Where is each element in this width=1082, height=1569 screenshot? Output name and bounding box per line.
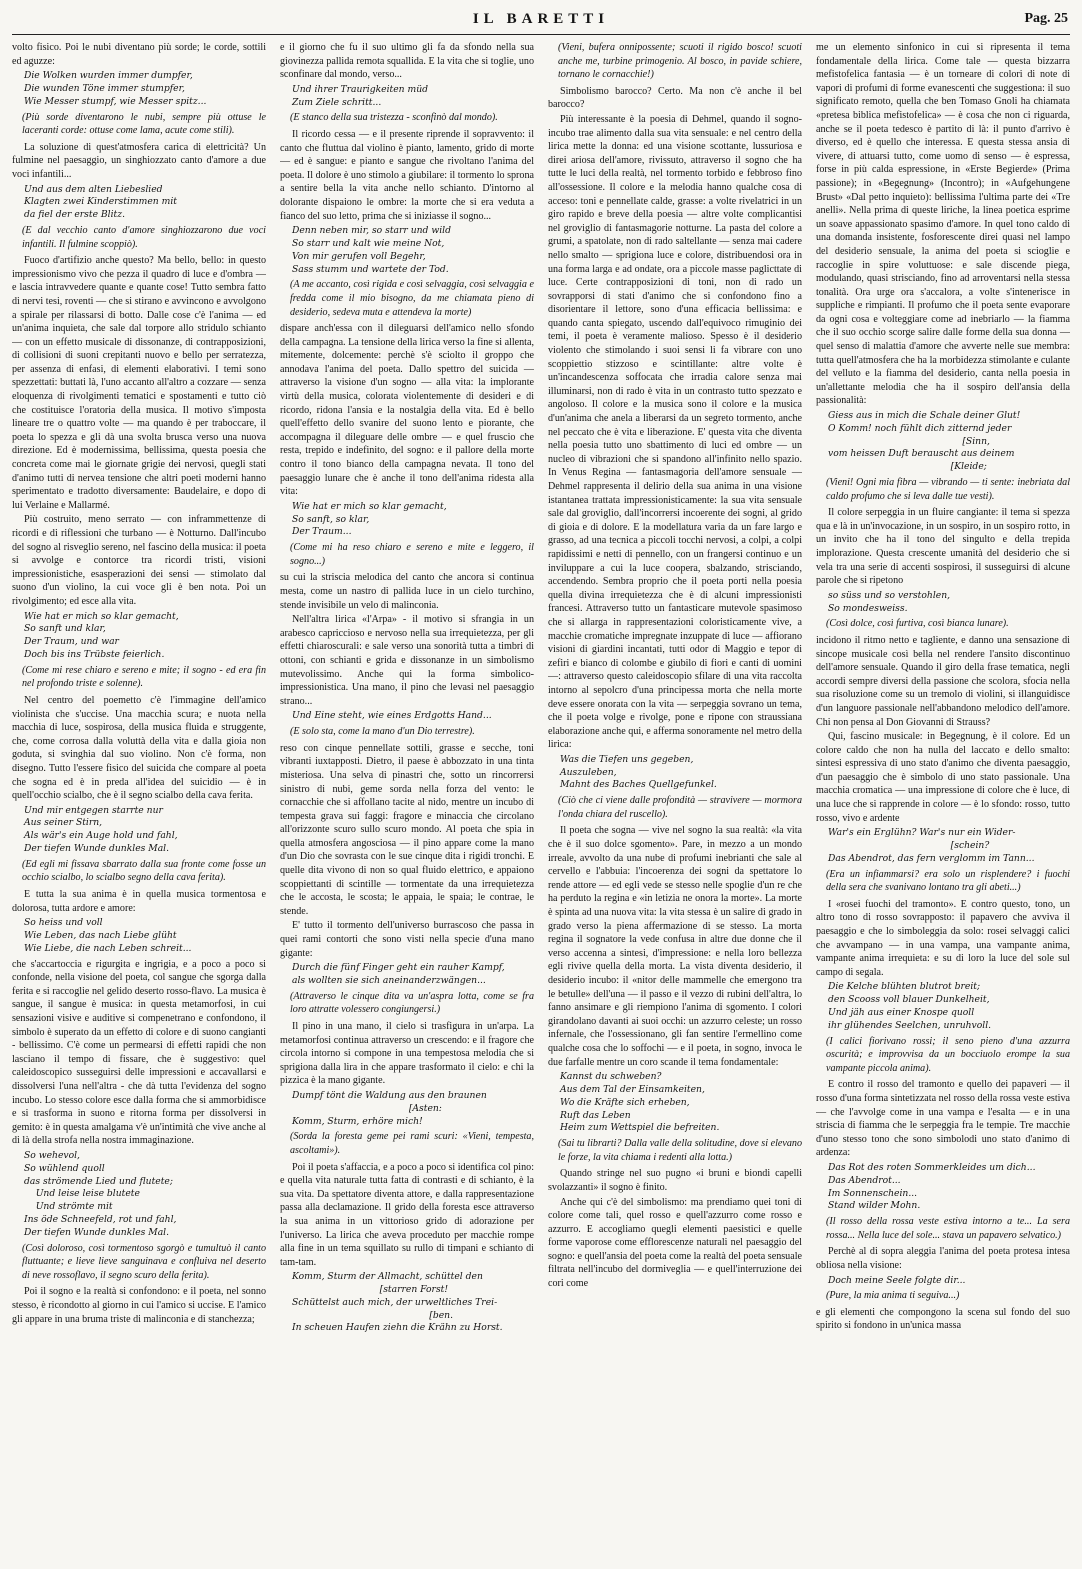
verse-line: das strömende Lied und flutete;: [24, 1175, 173, 1187]
body-paragraph: incidono il ritmo netto e tagliente, e danno una sensazione di sincope musicale così bella nel rendere l'ansito discontinuo dell'amore sensuale. Quando il giro della frase tematica, negli accordi sempre diversi della passione che scolora, sfocia nella sua risoluzione come su un tremolo di violini, si illanguidisce d'un languore passionale nell'abbandono melodico dell'amore. Chi non pensa al Don Giovanni di Strauss?: [816, 634, 1070, 728]
italian-translation: (E dal vecchio canto d'amore singhiozzarono due voci infantili. Il fulmine scoppiò).: [22, 224, 266, 250]
italian-translation: (E solo sta, come la mano d'un Dio terrestre).: [290, 726, 475, 738]
italian-translation: (Attraverso le cinque dita va un'aspra lotta, come se fra loro attratte volessero congiungersi.): [290, 990, 534, 1016]
verse-line: als wollten sie sich aneinanderzwängen...: [292, 975, 486, 987]
italian-translation: (Così dolce, così furtiva, così bianca lunare).: [826, 618, 1009, 630]
column-3: [548, 41, 802, 1569]
italian-translation: (Come mi ha reso chiaro e sereno e mite e leggero, il sogno...): [290, 542, 534, 567]
verse-line: ihr glühendes Seelchen, unruhvoll.: [828, 1019, 992, 1031]
verse-line: Sass stumm und wartete der Tod.: [292, 263, 449, 275]
verse-line: So sanft und klar,: [24, 623, 106, 635]
verse-line: [Asten:: [292, 1102, 442, 1114]
verse-line: [schein?: [828, 840, 990, 852]
verse-line: So mondesweiss.: [828, 602, 908, 614]
body-paragraph: E contro il rosso del tramonto e quello dei papaveri — il rosso d'una forma sintetizzata nel rosso della rossa veste estiva — che l'avvolge come in una vampa e l'esalta — e in una striscia di fiamma che le serpeggia fra le tempie. Tre macchie d'uno stesso tono che sono simbolodi uno stato d'animo di ardenza:: [816, 1079, 1070, 1159]
body-paragraph: Poi il sogno e la realtà si confondono: e il poeta, nel sonno stesso, è ricondotto al giorno in cui l'amico si uccise. E l'amico gli appare in una bruma triste di malinconia e di stanchezza;: [12, 1286, 266, 1325]
body-paragraph: Quando stringe nel suo pugno «i bruni e biondi capelli svolazzanti» il sogno è finito.: [548, 1168, 802, 1193]
verse-line: so süss und so verstohlen,: [828, 589, 951, 601]
italian-translation: (Vieni, bufera onnipossente; scuoti il rigido bosco! scuoti anche me, turbine primogenio. Al bosco, in pavide schiere, tornano le cornacchie!): [558, 42, 802, 81]
verse-line: Mahnt des Baches Quellgefunkel.: [560, 779, 717, 791]
german-verse-quote: [24, 611, 266, 662]
verse-line: Stand wilder Mohn.: [828, 1200, 921, 1212]
verse-line: Komm, Sturm, erhöre mich!: [292, 1115, 423, 1127]
verse-line: Denn neben mir, so starr und wild: [292, 225, 451, 237]
verse-line: Wie Leben, das nach Liebe glüht: [24, 930, 177, 942]
verse-line: [ben.: [292, 1309, 454, 1321]
verse-line: Das Abendrot...: [828, 1174, 901, 1186]
german-verse-quote: [292, 1271, 534, 1335]
italian-translation: (Pure, la mia anima ti seguiva...): [826, 1290, 960, 1302]
italian-translation: (I calici fiorivano rossi; il seno pieno d'una azzurra oscurità; e improvvisa da un bocciuolo erompe la sua vampante piccola anima).: [826, 1035, 1070, 1074]
verse-line: Doch bis ins Trübste feierlich.: [24, 648, 165, 660]
verse-line: Und strömte mit: [24, 1201, 113, 1213]
verse-line: Die wunden Töne immer stumpfer,: [24, 82, 185, 94]
verse-line: Das Abendrot, das fern verglomm im Tann...: [828, 852, 1035, 864]
column-1: [12, 41, 266, 1569]
verse-line: So heiss und voll: [24, 917, 103, 929]
verse-line: War's ein Erglühn? War's nur ein Wider-: [828, 827, 1016, 839]
verse-line: Als wär's ein Auge hold und fahl,: [24, 830, 178, 842]
body-paragraph: Fuoco d'artifizio anche questo? Ma bello, bello: in questo impressionismo vivo che pezza il quadro di luce e d'ombra — e lascia intravvedere quante e quante cose! Tutto sembra fatto di nervi tesi, roventi — che si stirano e avvincono e avvolgono a spirale per rilassarsi di botto. Dalle cose c'è l'anima — ed un'anima inquieta, che sale dal torpore allo stridulo schianto — con un effetto musicale di dissonanze, di contrapposizioni, di collisioni di suoni crepitanti nuovo e bello per serratezza, per assenza di enfasi, di elementi elaborativi. I temi sono spezzettati: buttati là, l'uno accanto all'altro a cozzare — senza eloquenza di rivolgimenti tematici e spostamenti e tutto ciò che costituisce l'oratoria della musica. Il motivo s'imposta lineare tre o quattro volte — ma quando è per traboccare, il poeta lo spezza e gli dà una svolta brusca verso una nuova direzione. Ed è modernissima, bellissima, questa poesia che concreta come mai le giornate grigie dei nervosi, quegli stati d'animo tutti di nervea tensione che altri poeti moderni hanno sperimentato e tradotto diversamente: Baudelaire, e dopo di lui Verlaine e Mallarmé.: [12, 255, 266, 511]
verse-line: vom heissen Duft berauscht aus deinem: [828, 448, 1015, 460]
body-paragraph: I «rosei fuochi del tramonto». E contro questo, tono, un altro tono di rosso sovrapposto: il papavero che avviva il paesaggio e che lo simboleggia da solo: rosei selvaggi calici che avvampano — in una vampa, una vampante anima, vampante anima irrequieta: e su di loro la luce del sole sul campo di segala.: [816, 898, 1070, 978]
body-paragraph: reso con cinque pennellate sottili, grasse e secche, toni vibranti iuxtapposti. Dietro, il paese è abbozzato in una tinta misteriosa. Una selva di pinastri che, sotto un rincorrersi sinistro di nubi, geme sorda nella forza del vento: le cornacchie che si affollano tacite al nido, mentre un incubo di tempesta grava sui faggi: fragore e minaccia che circolano all'orizzonte scuro sullo scuro mondo. Al poeta che spia in quella atmosfera angosciosa — il pino appare come la mano d'un Dio che sovrasta con le sue cinque dita i rigidi tronchi. E quelle dita vivono di non so qual fluido elettrico, e appaiono scoppiettanti di scintille — tormentate da una irrequietezza che le accosta, le scosta; le appaia, le spaia; le contrae, le stende.: [280, 742, 534, 917]
body-paragraph: Più costruito, meno serrato — con inframmettenze di ricordi e di riflessioni che turbano — è Notturno. Dall'incubo del sogno al risveglio sereno, nel fascino della musica: il poeta si avvolge e contorce tra ricordi tristi, visioni impressionistiche, esasperazioni dei sensi — stimolato dal suono d'un violino, la cui voce gli è ben nota. Poi un rivolgimento; ed esce alla vita.: [12, 514, 266, 607]
german-verse-quote: [560, 754, 802, 792]
verse-line: Dumpf tönt die Waldung aus den braunen: [292, 1089, 487, 1101]
body-paragraph: e gli elementi che compongono la scena sul fondo del suo spirito si fondono in un'unica massa: [816, 1306, 1070, 1332]
body-paragraph: Nel centro del poemetto c'è l'immagine dell'amico violinista che s'uccise. Una macchia scura; e nuota nella macchia di luce, sospirosa, della musica fluida e struggente, che, come corrosa dalla voluttà della vita e dalla gioia non goduta, si svinghia dal suo violino. Non c'è forma, non disegno. Tutto l'essere fisico del suicida che compare al poeta che sogna ed è in preda all'idea del suicidio — è in quell'occhio scialbo, che è il segno scialbo della cava ferita.: [12, 694, 266, 802]
body-paragraph: Il colore serpeggia in un fluire cangiante: il tema si spezza qua e là in un'invocazione, in un sospiro, in un sospiro rotto, in un invito che ha il tono del singulto e della trepida implorazione. Questa crescente umanità del desiderio che si vela tra una serie di accenti sospirosi, il susseguirsi di alcune parole che si ripetono: [816, 507, 1070, 587]
verse-line: Doch meine Seele folgte dir...: [828, 1274, 966, 1286]
verse-line: So sanft, so klar,: [292, 513, 370, 525]
verse-line: Wie Liebe, die nach Leben schreit...: [24, 942, 192, 954]
body-paragraph: e il giorno che fu il suo ultimo gli fa da sfondo nella sua giovinezza pallida remota squallida. E la vita che si toglie, uno sconfinare dal mondo, verso...: [280, 42, 534, 81]
verse-line: da fiel der erste Blitz.: [24, 209, 126, 221]
italian-translation: (Il rosso della rossa veste estiva intorno a te... La sera rossa... Nella luce del sole... stava un papavero selvatico.): [826, 1216, 1070, 1241]
body-paragraph: su cui la striscia melodica del canto che ancora si continua mesta, come un nastro di pallida luce in un cielo turchino, stende invisibile un velo di malinconia.: [280, 572, 534, 611]
verse-line: Auszuleben,: [560, 766, 617, 778]
verse-line: Die Kelche blühten blutrot breit;: [828, 981, 981, 993]
german-verse-quote: [24, 805, 266, 856]
verse-line: Wie Messer stumpf, wie Messer spitz...: [24, 95, 207, 107]
german-verse-quote: [24, 1150, 266, 1240]
verse-line: So wühlend quoll: [24, 1162, 105, 1174]
verse-line: Wie hat er mich so klar gemacht,: [24, 610, 179, 622]
german-verse-quote: [292, 84, 534, 110]
body-paragraph: Il ricordo cessa — e il presente riprende il sopravvento: il canto che fluttua dal violino è pianto, lamento, grido di morte — ed è sangue: e pianto e sangue che rivoltano l'anima del poeta. Il dolore è uno stimolo a giubilare: il tormento lo sprona a sentire bella la vita anche nello schianto. D'intorno al dolorante dispaiono le ombre: la morte che si era veduta a fianco del suo letto, prima che si iniziasse il sogno...: [280, 128, 534, 222]
verse-line: Der tiefen Wunde dunkles Mal.: [24, 1226, 170, 1238]
verse-line: [Kleide;: [828, 461, 987, 473]
italian-translation: (Ed egli mi fissava sbarrato dalla sua fronte come fosse un occhio scialbo, lo scialbo segno della cava ferita).: [22, 858, 266, 884]
german-verse-quote: [828, 1162, 1070, 1213]
italian-translation: (Più sorde diventarono le nubi, sempre più ottuse le laceranti corde: ottuse come lama, acute come stili).: [22, 111, 266, 137]
verse-line: Heim zum Wettspiel die befreiten.: [560, 1122, 720, 1134]
verse-line: Und leise leise blutete: [24, 1188, 140, 1200]
body-paragraph: volto fisico. Poi le nubi diventano più sorde; le corde, sottili ed aguzze:: [12, 42, 266, 67]
body-paragraph: Nell'altra lirica «l'Arpa» - il motivo si sfrangia in un arabesco capriccioso e nervoso nella sua irrequietezza, per gli effetti chiaroscurali: e sale verso una sonorità tutta a timbri di ottoni, con schianti e grida e dissonanze in un simbolismo mutevolissimo. Anche qui la forma simbolico-impressionistica. Una mano, il pino che levasi nel paesaggio strano...: [280, 614, 534, 707]
body-paragraph: dispare anch'essa con il dileguarsi dell'amico nello sfondo della campagna. La tensione della lirica verso la fine si allenta, mitemente, dolcemente: perchè s'è sciolto il groppo che annodava l'anima del poeta. Dallo spettro del suicida — attraverso la visione d'un sogno — alla vita: la implorante virtù della musica, colorata violentemente di desideri e di ricordo, ridona l'ansia e la nostalgia della vita. Ed è bello quell'effetto dello svanire del suono lento e piorante, che accompagna il dileguare delle ombre — e quel fruscio che resta, trepido e indefinito, del sogno: e il pallore della morte contro il tono bianco della campagna nevata. Il tono del paesaggio lunare che è anche il tono dell'anima ridesta alla vita:: [280, 323, 534, 498]
italian-translation: (Sorda la foresta geme pei rami scuri: «Vieni, tempesta, ascoltami»).: [290, 1131, 534, 1156]
masthead: [12, 6, 1070, 35]
verse-line: Wie hat er mich so klar gemacht,: [292, 500, 447, 512]
verse-line: Der tiefen Wunde dunkles Mal.: [24, 843, 170, 855]
verse-line: [starren Forst!: [292, 1284, 449, 1296]
verse-line: Giess aus in mich die Schale deiner Glut!: [828, 410, 1021, 422]
german-verse-quote: [292, 225, 534, 276]
german-verse-quote: [24, 184, 266, 222]
body-paragraph: E tutta la sua anima è in quella musica tormentosa e dolorosa, tutta ardore e amore:: [12, 889, 266, 914]
verse-line: Aus dem Tal der Einsamkeiten,: [560, 1083, 705, 1095]
verse-line: Ruft das Leben: [560, 1109, 631, 1121]
body-paragraph: Il poeta che sogna — vive nel sogno la sua realtà: «la vita che è il suo dolce sgomento». Pare, in mezzo a un mondo irreale, avvolto da una nube di profumi inebrianti che sale al cervello e l'abbuia: l'incoerenza dei sogni da spettatore lo rende attore — ed egli vede se stesso nelle spoglie d'un re che ha perduto la regina e «in letizia ne onora la morte». La morte è spinta ad una nuova vita: la vita stessa è un salire di grado in grado verso la piena affermazione di se stesso. La morta regina il sognatore la vede confusa in altre due donne che il verso accenna a sintesi, d'impressione: e nella loro bellezza egli rivive quella della morta. La vista diventa desiderio, il desiderio incubo: il «nitor delle mammelle che emergono tra le betulle» dell'una — il passo e il vezzo di rubini dell'altra, lo fanno ansimare e gli riempiono l'anima di sgomento. I colori girandolano davanti ai suoi occhi: un azzurro celeste; un rosso infernale, che l'ossessionano, gli fan sentire l'ermellino come qualche cosa che lo soffochi — e il poeta, in sogno, invoca le due farfalle mentre un coro scande il tema fondamentale:: [548, 825, 802, 1068]
verse-line: Im Sonnenschein...: [828, 1187, 918, 1199]
german-verse-quote: [24, 917, 266, 955]
italian-translation: (Vieni! Ogni mia fibra — vibrando — ti sente: inebriata dal caldo profumo che si leva dalle tue vesti).: [826, 477, 1070, 502]
italian-translation: (Era un infiammarsi? era solo un risplendere? i fuochi della sera che svanivano lontano tra gli abeti...): [826, 868, 1070, 894]
body-paragraph: La soluzione di quest'atmosfera carica di elettricità? Un fulmine nel paesaggio, un singhiozzato canto d'amore a due voci infantili...: [12, 141, 266, 180]
verse-line: So starr und kalt wie meine Not,: [292, 237, 445, 249]
body-paragraph: E' tutto il tormento dell'universo burrascoso che passa in quei rami contorti che sono visti nella specie d'una mano gigante:: [280, 920, 534, 959]
german-verse-quote: [828, 981, 1070, 1032]
german-verse-quote: [24, 70, 266, 108]
italian-translation: (Così doloroso, così tormentoso sgorgò e tumultuò il canto fluttuante; e lieve lieve sanguinava e confluiva nel deserto di neve rossoflavo, il segno scuro della ferita).: [22, 1242, 266, 1281]
german-verse-quote: [292, 962, 534, 988]
verse-line: Und mir entgegen starrte nur: [24, 804, 163, 816]
column-4: [816, 41, 1070, 1569]
verse-line: Klagten zwei Kinderstimmen mit: [24, 196, 177, 208]
verse-line: den Scooss voll blauer Dunkelheit,: [828, 994, 990, 1006]
body-paragraph: che s'accartoccia e rigurgita e ingrigia, e a poco a poco si confonde, nella visione del poeta, col sangue che sgorga dalla ferita e si raccoglie nel gelido deserto rosso-flavo. La musica è sangue, il sangue è musica: in questa metamorfosi, in cui sensazioni visive e auditive si compenetrano e confondono, il simbolo è superato da un effetto di colore e di suono cangianti - bellissimo. C'è come un permearsi di effetti rapidi che non lasciano il tempo di fissare, che è suggestivo: quel caleidoscopico susseguirsi delle impressioni e accavallarsi e dissolversi l'una nell'altra - che dà tutta l'evidenza del sogno incubo. Lo stesso colore esce dalla forma che si ammorbidisce e si trasforma in suono e ritorna forma per dissolversi in gemito: è in questa amalgama v'è un'intimità che vive anche al di là della strofa nella nostra immaginazione.: [12, 958, 266, 1147]
verse-line: Kannst du schweben?: [560, 1071, 662, 1083]
verse-line: Der Traum...: [292, 526, 352, 538]
verse-line: In scheuen Haufen ziehn die Krähn zu Horst.: [292, 1322, 503, 1334]
body-paragraph: Perchè al di sopra aleggia l'anima del poeta protesa intesa obliosa nella visione:: [816, 1246, 1070, 1271]
italian-translation: (A me accanto, così rigida e così selvaggia, così selvaggia e fredda come il mio bisogno, da me chiamata pieno di desiderio, sedeva muta e attendeva la morte): [290, 279, 534, 318]
body-paragraph: Simbolismo barocco? Certo. Ma non c'è anche il bel barocco?: [548, 85, 802, 111]
body-paragraph: Poi il poeta s'affaccia, e a poco a poco si identifica col pino: e quella vita naturale tutta fatta di contrasti e di schianto, è la sua vita. Da spettatore diventa attore, e dalla rappresentazione passa alla declamazione. Il grido della foresta esce attraverso la sua anima in un vittorioso grido di adorazione per l'universo. La lirica che aveva proceduto per macchie rompe alla fine in un tema squillato su rullo di timpani e schianto di tam-tam.: [280, 1161, 534, 1268]
text-columns: [12, 35, 1070, 1569]
verse-line: Und ihrer Traurigkeiten müd: [292, 83, 429, 95]
german-verse-quote: [828, 410, 1070, 474]
verse-line: Und jäh aus einer Knospe quoll: [828, 1007, 975, 1018]
italian-translation: (Ciò che ci viene dalle profondità — stravivere — mormora l'onda chiara del ruscello).: [558, 795, 802, 820]
verse-line: Schüttelst auch mich, der urweltliches Trei-: [292, 1296, 498, 1308]
body-paragraph: Anche qui c'è del simbolismo: ma prendiamo quei toni di colore come tali, quel rosso e quell'azzurro come rosso e azzurro. E accogliamo quegli elementi paesistici e quelle forme vaporose come efflorescenze naturali nel paesaggio del sogno: e quell'ansia del poeta come la realtà del poeta sensuale filtrata nell'incubo del dormiveglia — e quell'interruzione dei cori come: [548, 1196, 802, 1290]
verse-line: [Sinn,: [828, 435, 990, 447]
verse-line: Was die Tiefen uns gegeben,: [560, 753, 694, 765]
german-verse-quote: [292, 710, 534, 723]
italian-translation: (Come mi rese chiaro e sereno e mite; il sogno - ed era fin nel profondo triste e solenne).: [22, 664, 266, 690]
body-paragraph: Il pino in una mano, il cielo si trasfigura in un'arpa. La metamorfosi continua attraverso un crescendo: e il fragore che circola intorno si compone in una tempestosa melodia che si sprigiona dalla lira in che appare trasformato il cielo: e chi la pizzica è la mano gigante.: [280, 1021, 534, 1087]
german-verse-quote: [828, 1275, 1070, 1288]
german-verse-quote: [828, 590, 1070, 616]
newspaper-title: IL BARETTI: [472, 11, 610, 27]
italian-translation: (Sai tu librarti? Dalla valle della solitudine, dove si elevano le forze, la vita chiama i redenti alla lotta.): [558, 1138, 802, 1163]
verse-line: Aus seiner Stirn,: [24, 817, 103, 829]
verse-line: Die Wolken wurden immer dumpfer,: [24, 70, 193, 82]
verse-line: Von mir gerufen voll Begehr,: [292, 250, 426, 262]
german-verse-quote: [828, 827, 1070, 865]
german-verse-quote: [292, 501, 534, 539]
body-paragraph: Più interessante è la poesia di Dehmel, quando il sogno-incubo trae alimento dalla sua vita sensuale: e nel centro della lirica mette la donna: ed una visione scottante, lussuriosa e direi ariosa dell'amore, rivissuto, attraverso il sogno che ha tutte le luci della realtà, nel tormento torbido e febbroso fino all'ossessione. Il colore e la melodia hanno qualche cosa di acceso: toni e pennellate calde, grasse: a volte rivelatrici in un giro rapido e breve della poesia — altre volte complicantisi nel groviglio di fantasmagorie notturne. La pasta del colore a grumi, a spatolate, non di rado saltellante — senza mai cadere nello smalto — sprigiona luce e colore, distribuendosi ora in una forma larga e ad ondate, ora a piccole masse paglicttate di luce. Certe contrapposizioni di toni, non di rado un sovrapporsi di stati d'animo che si confondono fino a disorientare il lettore, sono d'una efficacia bellissima: e quando canta spiegato, uscendo dall'equivoco rimuginio dei temi, il poeta è veramente malioso. Spesso è il desiderio violento che stimolando i suoi sensi li fa vibrare con uno scoppiettio stizzoso e scintillante: altre volte è un'incandescenza soffocata che irradia calore senza mai illuminarsi, non di rado è vita in un contrasto tutto spezzato e angoloso. Il colore e la musica sono il colore e la musica d'un'anima che anela a liberarsi da un segreto tormento, anche nel peccato che è vita e liberazione. E' questa vita che diventa nella poesia tutto uno sbattimento di luci ed ombre — un nucleo di vibrazioni che si spandono all'infinito nello spazio. In Venus Regina — fantasmagoria dell'amore sensuale — Dehmel rappresenta il delirio della sua anima in una visione istantanea trattata impressionisticamente: la sua vita sensuale sale dal groviglio, dall'incorrersi incoerente dei sogni, al grido di gioia e di dolore. E la modellatura varia da un fare largo e grasso, ad una tecnica a piccoli tocchi nervosi, a colpi, a colpi rapidissimi e netti di pennello, con un frangersi continuo e un inviluppare a cui la luce coopera, sbalzando, strisciando, accendendo. Sembra proprio che il poeta porti nella poesia quella divina irrequietezza che è di alcuni impressionisti francesi. Attraverso tutto un fantasticare mutevole spasimoso che si allarga in rappresentazioni coloristicamente vive, a macchie cromatiche impregnate inzuppate di luce — affiorano visioni di giardini incantati, tutti odor di Maggio e tepor di zefiri e bianco di colombe e giubilo di fiori e canti di uomini —: attraverso questo caleidoscopio sfilare di una vita raccolta intorno al sepolcro d'una principessa morta che nella morte deve essere onorata con la vita — serpeggia sovrano un tema, che il poeta volge e rivolge, pone e ripone con straussiana elaborazione anche qui, e afferma sonoramente nel metro della lirica:: [548, 113, 802, 751]
german-verse-quote: [292, 1090, 534, 1128]
column-2: [280, 41, 534, 1569]
body-paragraph: Qui, fascino musicale: in Begegnung, è il colore. Ed un colore caldo che non ha nulla del laccato e dello smalto: sintesi espressiva di uno stato d'animo che diventa paesaggio, d'un paesaggio che è simbolo di uno stato passionale. Una macchia cromatica — una impressione di colore che è luce, di una luce che si rapprende in colore — è lo sfondo: rosso, tutto rosso, vivo e ardente: [816, 731, 1070, 824]
verse-line: Ins öde Schneefeld, rot und fahl,: [24, 1213, 177, 1225]
verse-line: Und aus dem alten Liebeslied: [24, 183, 163, 195]
german-verse-quote: [560, 1071, 802, 1135]
verse-line: Zum Ziele schritt...: [292, 96, 382, 108]
verse-line: Und Eine steht, wie eines Erdgotts Hand...: [292, 710, 492, 722]
italian-translation: (E stanco della sua tristezza - sconfinò dal mondo).: [290, 112, 498, 124]
verse-line: So wehevol,: [24, 1149, 80, 1161]
verse-line: Durch die fünf Finger geht ein rauher Kampf,: [292, 962, 505, 974]
page-number: Pag. 25: [1024, 11, 1068, 26]
verse-line: Wo die Kräfte sich erheben,: [560, 1096, 690, 1108]
verse-line: Komm, Sturm der Allmacht, schüttel den: [292, 1271, 483, 1283]
body-paragraph: me un elemento sinfonico in cui si ripresenta il tema fondamentale della lirica. Come tale — questa bizzarra mefistofelica fantasia — è un torneare di colori di note di vapori di profumi di forme evanescenti che suggestiona: il suo significato remoto, quella che ben Tomaso Gnoli ha chiamata «pretesa biblica mefistofelica» — è cosa che non ci riguarda, anche se il poeta tedesco è partito di là: il punto d'arrivo è diverso, ed è quello che interessa. E questa stessa ansia di vivere, di attuarsi tutto, come uomo di senso — è espressa, forse in più calda espressione, in «Erste Begierde» (Prima passione); in «Begegnung» (Incontro); in «Aufgehungene Brust» «Dal petto inquieto): bellissima l'ultima parte dei «Tre anelli». Nella prima di queste liriche, la linea poetica esprime un soave appassionato spasimo d'amore. In quel tono caldo di una domanda insistente, fosforescente direi quasi nel lampo del desiderio sensuale, la anima del poeta si scioglie e raccoglie in spire voluttuose: e sale discende piega, modulando, quasi strisciando, fino ad arroventarsi nella stessa tonalità. Ora urge ora s'accalora, a volte s'intenerisce in suppliche e rimpianti. Il profumo che il poeta sente evaporare da ogni cosa e volteggiare come ad inebriarlo — la fiamma che il suo occhio scorge salire dalle forme della sua donna — quel senso di malattia d'amore che avverte nelle sue membra: tutta quell'atmosfera che ha la morbidezza stimolante e culante del velluto e la fiamma del desiderio, canta nella poesia in un'allettante melodia che ha il sospiro dell'ansia della passionalità:: [816, 42, 1070, 407]
verse-line: Das Rot des roten Sommerkleides um dich...: [828, 1161, 1036, 1173]
verse-line: O Komm! noch fühlt dich zitternd jeder: [828, 422, 1012, 434]
verse-line: Der Traum, und war: [24, 636, 119, 648]
